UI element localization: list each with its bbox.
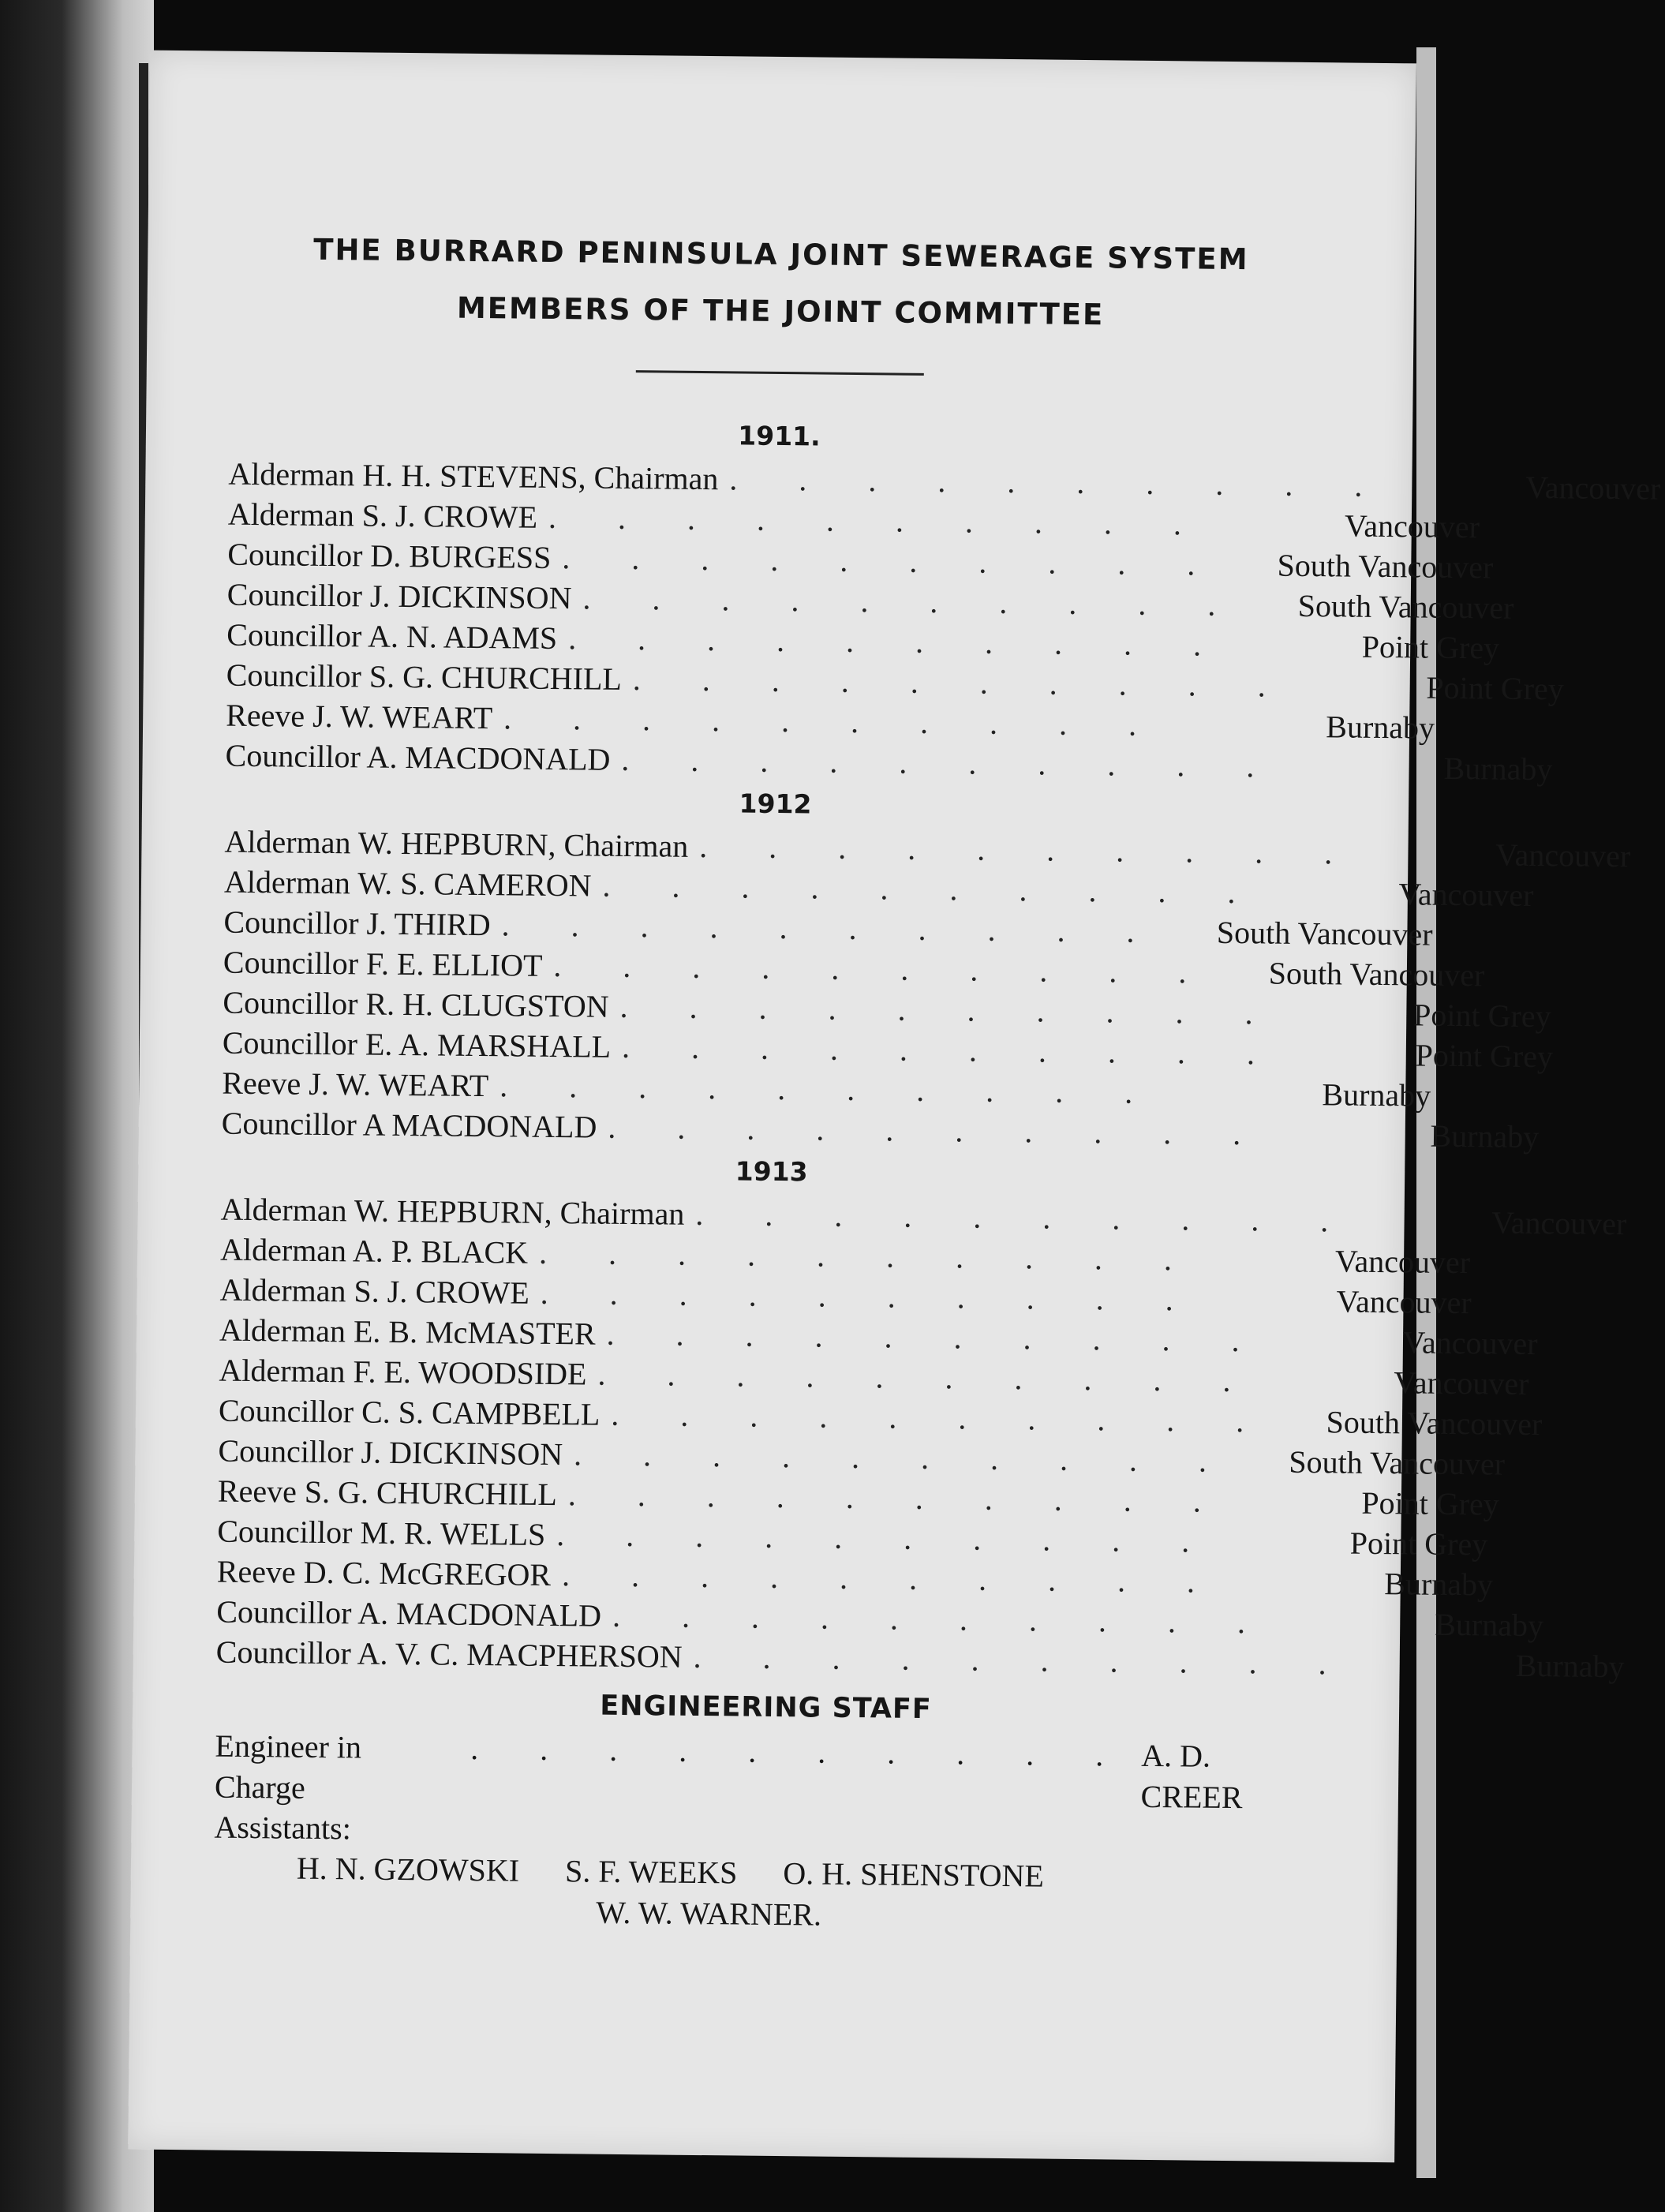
member-name: Reeve D. C. McGREGOR [216,1553,552,1593]
member-municipality: South Vancouver [1277,547,1494,586]
engineer-in-charge-row [215,1726,1320,1820]
member-municipality: Vancouver [1525,469,1661,507]
member-name: Councillor J. DICKINSON [226,576,572,616]
member-name: Councillor R. H. CLUGSTON [223,984,609,1024]
dot-leader: . . . . . . . . . . [567,620,1229,663]
dot-leader: . . . . . . . . . . [501,907,1162,950]
member-name: Councillor A MACDONALD [221,1105,597,1145]
dot-leader: . . . . . . . . . . [608,1109,1268,1152]
member-name: Councillor D. BURGESS [227,536,552,575]
assistants-label: Assistants: [214,1809,352,1847]
member-name: Alderman S. J. CROWE [227,496,538,535]
member-name: Alderman S. J. CROWE [219,1271,530,1311]
dot-leader: . . . . . . . . . . [612,1597,1273,1641]
member-municipality: Vancouver [1334,1243,1471,1281]
dot-leader: . . . . . . . . . . [621,1028,1282,1072]
member-name: Alderman H. H. STEVENS, Chairman [228,455,719,497]
member-municipality: Vancouver [1402,1324,1538,1362]
member-name: Councillor A. MACDONALD [216,1593,602,1634]
dot-leader: . . . . . . . . . . [556,1517,1217,1559]
member-name: Alderman A. P. BLACK [219,1231,529,1271]
dot-leader: . . . . . . . . . . [562,540,1222,582]
dot-leader: . . . . . . . . . . [606,1316,1267,1359]
engineering-staff-title: ENGINEERING STAFF [600,1690,933,1726]
dot-leader: . . . . . . . . . . [602,867,1263,911]
member-name: Reeve S. G. CHURCHILL [217,1473,558,1513]
member-municipality: Vancouver [1495,837,1631,874]
member-name: Councillor A. MACDONALD [225,737,611,777]
member-municipality: Vancouver [1336,1283,1472,1321]
member-name: Councillor C. S. CAMPBELL [218,1392,601,1432]
member-municipality: Burnaby [1515,1647,1625,1685]
member-name: Alderman F. E. WOODSIDE [219,1352,587,1392]
dot-leader: . . . . . . . . . . [632,661,1293,704]
assistants-list [296,1848,1397,1942]
member-municipality: South Vancouver [1326,1404,1543,1443]
section-year: 1911. [738,420,821,452]
dot-leader: . . . . . . . . . . [573,1436,1234,1480]
member-name: Alderman W. S. CAMERON [223,863,592,904]
member-name: Reeve J. W. WEART [225,697,493,736]
document-header [147,220,1414,347]
dot-leader: . . . . . . . . . . [693,1638,1353,1682]
member-name: Councillor E. A. MARSHALL [222,1024,612,1065]
member-name: Reeve J. W. WEART [222,1065,489,1104]
dot-leader: . . . . . . . . . . [470,1730,1131,1773]
member-municipality: Vancouver [1394,1364,1529,1402]
member-municipality: Point Grey [1361,628,1500,666]
committee-sections [133,407,1661,1685]
member-name: Councillor A. N. ADAMS [226,616,558,657]
assistant-name: S. F. WEEKS [564,1853,738,1891]
member-municipality: Point Grey [1412,997,1551,1035]
assistant-name: H. N. GZOWSKI [296,1850,520,1888]
member-municipality: South Vancouver [1216,914,1433,953]
member-list [221,822,1631,1155]
member-list [215,1189,1627,1685]
member-municipality: Vancouver [1398,876,1534,914]
member-name: Alderman E. B. McMASTER [219,1312,596,1352]
dot-leader: . . . . . . . . . . [729,461,1390,504]
member-municipality: South Vancouver [1297,587,1514,626]
dot-leader: . . . . . . . . . . [553,948,1214,990]
member-list [225,454,1661,788]
dot-leader: . . . . . . . . . . [567,1477,1229,1519]
dot-leader: . . . . . . . . . . [540,1274,1200,1318]
dot-leader: . . . . . . . . . . [699,828,1360,871]
member-name: Councillor J. THIRD [223,904,491,943]
member-municipality: Point Grey [1349,1525,1488,1563]
member-municipality: Point Grey [1426,669,1565,707]
member-municipality: Burnaby [1326,709,1435,746]
dot-leader: . . . . . . . . . . [582,580,1243,623]
header-divider [636,370,924,376]
title-line-2: MEMBERS OF THE JOINT COMMITTEE [456,290,1105,332]
title-line-1: THE BURRARD PENINSULA JOINT SEWERAGE SYSTEM [313,232,1249,277]
dot-leader: . . . . . . . . . . [611,1396,1271,1439]
member-municipality: Vancouver [1491,1204,1627,1242]
member-municipality: South Vancouver [1268,955,1485,994]
dot-leader: . . . . . . . . . . [538,1234,1199,1278]
dot-leader: . . . . . . . . . . [695,1196,1356,1239]
member-municipality: Point Grey [1415,1037,1554,1075]
member-name: Councillor M. R. WELLS [217,1513,546,1552]
member-municipality: Burnaby [1430,1117,1540,1155]
assistant-name: O. H. SHENSTONE [783,1855,1045,1894]
dot-leader: . . . . . . . . . . [561,1557,1222,1600]
section-year: 1912 [739,788,812,820]
member-municipality: Burnaby [1443,750,1553,788]
member-name: Councillor A. V. C. MACPHERSON [215,1634,683,1675]
member-municipality: Point Grey [1361,1484,1500,1522]
member-municipality: South Vancouver [1289,1443,1506,1482]
member-name: Councillor S. G. CHURCHILL [226,657,623,697]
dot-leader: . . . . . . . . . . [619,988,1280,1031]
member-municipality: Burnaby [1322,1076,1431,1113]
dot-leader: . . . . . . . . . . [500,1068,1160,1111]
engineer-name: A. D. CREER [1140,1737,1243,1816]
document-page [128,51,1661,2163]
assistant-name: W. W. WARNER. [596,1894,822,1933]
member-name: Councillor J. DICKINSON [218,1432,563,1473]
dot-leader: . . . . . . . . . . [597,1356,1258,1399]
member-municipality: Vancouver [1344,507,1480,545]
member-municipality: Burnaby [1435,1606,1544,1644]
dot-leader: . . . . . . . . . . [548,499,1209,542]
dot-leader: . . . . . . . . . . [503,700,1164,743]
member-name: Alderman W. HEPBURN, Chairman [220,1191,685,1232]
member-name: Councillor F. E. ELLIOT [223,944,543,983]
member-municipality: Burnaby [1384,1566,1494,1603]
member-name: Alderman W. HEPBURN, Chairman [224,823,689,864]
dot-leader: . . . . . . . . . . [621,741,1281,784]
section-year: 1913 [735,1155,808,1188]
engineer-label: Engineer in Charge [214,1727,362,1806]
